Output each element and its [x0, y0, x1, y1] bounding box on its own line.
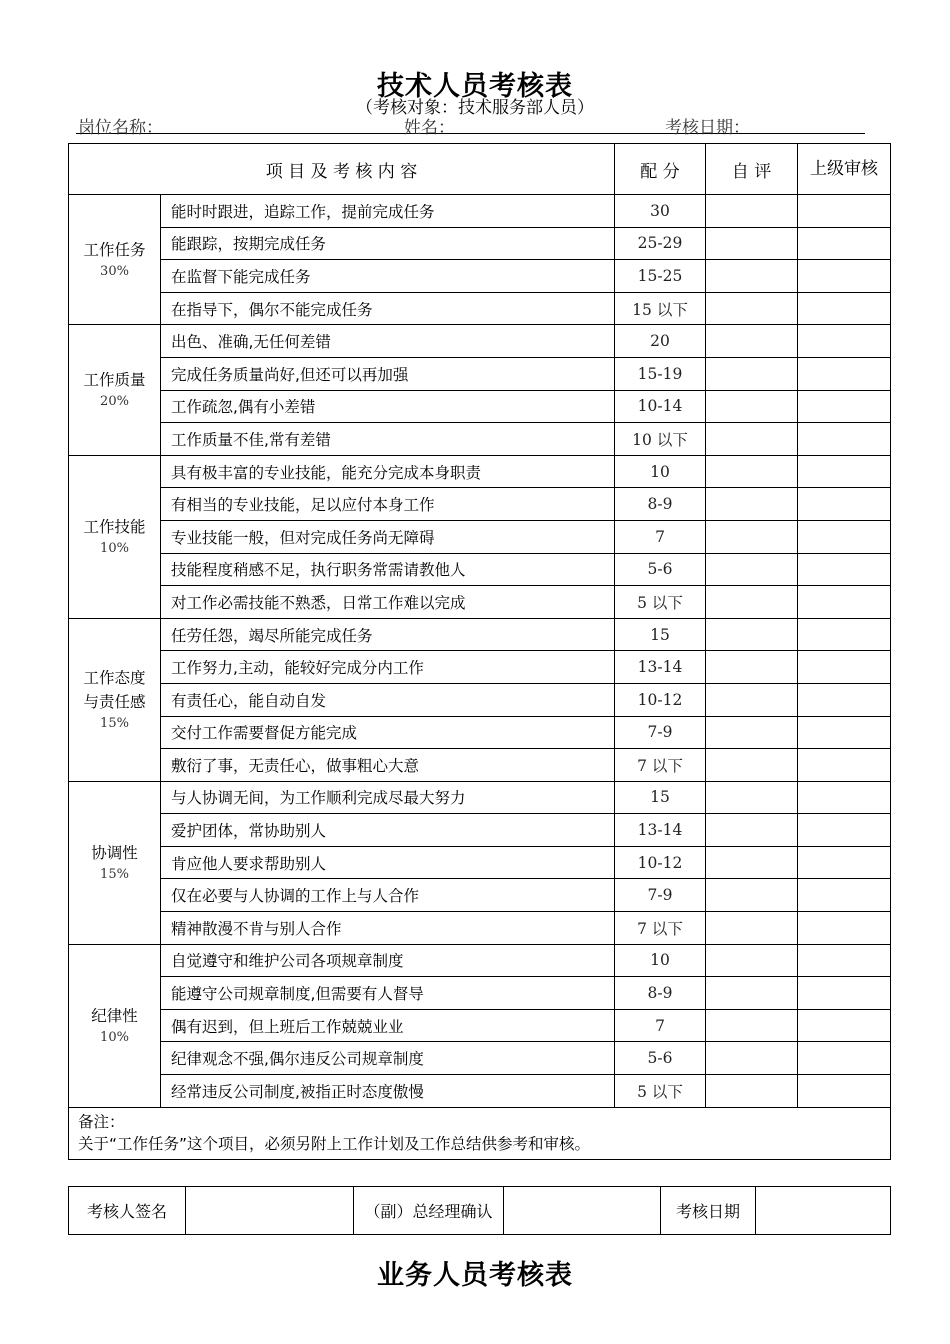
criterion-score: 10 以下: [615, 423, 706, 456]
superior-review-cell[interactable]: [798, 618, 891, 651]
table-row: [69, 423, 891, 456]
criterion-score: 15: [615, 781, 706, 814]
self-eval-cell[interactable]: [706, 912, 798, 945]
assessment-table: [68, 143, 891, 1160]
criterion-text: 自觉遵守和维护公司各项规章制度: [161, 944, 615, 977]
criterion-score: 7 以下: [615, 749, 706, 782]
superior-review-cell[interactable]: [798, 912, 891, 945]
table-row: [69, 195, 891, 228]
self-eval-cell[interactable]: [706, 944, 798, 977]
criterion-text: 工作质量不佳,常有差错: [161, 423, 615, 456]
self-eval-cell[interactable]: [706, 618, 798, 651]
criterion-text: 仅在必要与人协调的工作上与人合作: [161, 879, 615, 912]
self-eval-cell[interactable]: [706, 1042, 798, 1075]
criterion-text: 有责任心，能自动自发: [161, 683, 615, 716]
category-weight: 15%: [100, 715, 129, 731]
self-eval-cell[interactable]: [706, 520, 798, 553]
superior-review-cell[interactable]: [798, 586, 891, 619]
table-header-row: [69, 144, 891, 195]
info-line: [76, 113, 865, 138]
table-row: [69, 716, 891, 749]
superior-review-cell[interactable]: [798, 390, 891, 423]
superior-review-cell[interactable]: [798, 1042, 891, 1075]
criterion-text: 与人协调无间，为工作顺利完成尽最大努力: [161, 781, 615, 814]
criterion-text: 任劳任怨，竭尽所能完成任务: [161, 618, 615, 651]
self-eval-cell[interactable]: [706, 814, 798, 847]
category-cell: [69, 325, 161, 455]
criterion-text: 精神散漫不肯与别人合作: [161, 912, 615, 945]
self-eval-cell[interactable]: [706, 357, 798, 390]
table-row: [69, 455, 891, 488]
superior-review-cell[interactable]: [798, 846, 891, 879]
self-eval-cell[interactable]: [706, 227, 798, 260]
remarks-label: 备注：: [78, 1112, 125, 1131]
assessment-table-body: [69, 144, 891, 1160]
criterion-score: 5 以下: [615, 586, 706, 619]
self-eval-cell[interactable]: [706, 553, 798, 586]
criterion-text: 能时时跟进，追踪工作，提前完成任务: [161, 195, 615, 228]
next-form-title: 业务人员考核表: [377, 1260, 573, 1291]
criterion-score: 7 以下: [615, 912, 706, 945]
table-row: [69, 357, 891, 390]
criterion-text: 对工作必需技能不熟悉，日常工作难以完成: [161, 586, 615, 619]
superior-review-cell[interactable]: [798, 781, 891, 814]
criterion-score: 15-25: [615, 260, 706, 293]
superior-review-cell[interactable]: [798, 716, 891, 749]
category-cell: [69, 195, 161, 325]
table-row: [69, 488, 891, 521]
gm-confirm-label: （副）总经理确认: [354, 1187, 504, 1235]
signature-row: [69, 1187, 891, 1235]
self-eval-cell[interactable]: [706, 1009, 798, 1042]
remarks-row: [69, 1107, 891, 1159]
self-eval-cell[interactable]: [706, 390, 798, 423]
criterion-text: 交付工作需要督促方能完成: [161, 716, 615, 749]
assessment-date-field[interactable]: [756, 1187, 891, 1235]
superior-review-cell[interactable]: [798, 1075, 891, 1108]
category-cell: [69, 455, 161, 618]
self-eval-cell[interactable]: [706, 292, 798, 325]
criterion-text: 出色、准确,无任何差错: [161, 325, 615, 358]
criterion-text: 工作疏忽,偶有小差错: [161, 390, 615, 423]
table-row: [69, 944, 891, 977]
category-weight: 10%: [100, 540, 129, 556]
remarks-text: 关于“工作任务”这个项目，必须另附上工作计划及工作总结供参考和审核。: [78, 1135, 591, 1154]
criterion-text: 专业技能一般，但对完成任务尚无障碍: [161, 520, 615, 553]
criterion-score: 13-14: [615, 814, 706, 847]
category-cell: [69, 618, 161, 781]
superior-review-cell[interactable]: [798, 195, 891, 228]
criterion-text: 经常违反公司制度,被指正时态度傲慢: [161, 1075, 615, 1108]
self-eval-cell[interactable]: [706, 749, 798, 782]
category-cell: [69, 944, 161, 1107]
self-eval-cell[interactable]: [706, 325, 798, 358]
self-eval-cell[interactable]: [706, 455, 798, 488]
criterion-score: 5-6: [615, 1042, 706, 1075]
category-name: 工作任务: [83, 240, 146, 259]
criterion-score: 5-6: [615, 553, 706, 586]
criterion-score: 15-19: [615, 357, 706, 390]
table-row: [69, 1009, 891, 1042]
assessor-signature-label: 考核人签名: [69, 1187, 186, 1235]
criterion-score: 10-14: [615, 390, 706, 423]
criterion-score: 7: [615, 520, 706, 553]
category-name: 纪律性: [91, 1006, 138, 1025]
category-weight: 15%: [100, 866, 129, 882]
criterion-score: 5 以下: [615, 1075, 706, 1108]
criterion-score: 8-9: [615, 977, 706, 1010]
table-row: [69, 260, 891, 293]
table-row: [69, 781, 891, 814]
category-name: 工作质量: [83, 370, 146, 389]
superior-review-cell[interactable]: [798, 260, 891, 293]
table-row: [69, 749, 891, 782]
category-weight: 30%: [100, 263, 129, 279]
category-name: 工作技能: [83, 517, 146, 536]
criterion-text: 有相当的专业技能，足以应付本身工作: [161, 488, 615, 521]
self-eval-cell[interactable]: [706, 716, 798, 749]
post-label: 岗位名称：: [78, 118, 163, 138]
criterion-score: 30: [615, 195, 706, 228]
self-eval-cell[interactable]: [706, 879, 798, 912]
table-row: [69, 683, 891, 716]
table-row: [69, 1075, 891, 1108]
superior-review-cell[interactable]: [798, 683, 891, 716]
header-superior: 上级审核: [798, 144, 891, 195]
criterion-score: 8-9: [615, 488, 706, 521]
table-row: [69, 553, 891, 586]
category-name: 与责任感: [83, 692, 146, 711]
table-row: [69, 227, 891, 260]
criterion-text: 偶有迟到，但上班后工作兢兢业业: [161, 1009, 615, 1042]
self-eval-cell[interactable]: [706, 195, 798, 228]
criterion-text: 能遵守公司规章制度,但需要有人督导: [161, 977, 615, 1010]
category-weight: 10%: [100, 1029, 129, 1045]
criterion-score: 10: [615, 944, 706, 977]
criterion-text: 敷衍了事，无责任心，做事粗心大意: [161, 749, 615, 782]
superior-review-cell[interactable]: [798, 357, 891, 390]
superior-review-cell[interactable]: [798, 292, 891, 325]
table-row: [69, 292, 891, 325]
criterion-text: 能跟踪，按期完成任务: [161, 227, 615, 260]
header-item: 项 目 及 考 核 内 容: [69, 144, 615, 195]
category-cell: [69, 781, 161, 944]
table-row: [69, 1042, 891, 1075]
criterion-score: 7-9: [615, 879, 706, 912]
superior-review-cell[interactable]: [798, 651, 891, 684]
name-label: 姓名：: [404, 118, 455, 138]
criterion-score: 10-12: [615, 683, 706, 716]
criterion-text: 在指导下，偶尔不能完成任务: [161, 292, 615, 325]
criterion-score: 7: [615, 1009, 706, 1042]
criterion-score: 25-29: [615, 227, 706, 260]
criterion-score: 15 以下: [615, 292, 706, 325]
gm-confirm-field[interactable]: [504, 1187, 661, 1235]
criterion-text: 技能程度稍感不足，执行职务常需请教他人: [161, 553, 615, 586]
assessment-date-label: 考核日期: [661, 1187, 756, 1235]
form-subtitle: （考核对象：技术服务部人员）: [356, 98, 594, 118]
table-row: [69, 977, 891, 1010]
criterion-text: 爱护团体，常协助别人: [161, 814, 615, 847]
table-row: [69, 879, 891, 912]
self-eval-cell[interactable]: [706, 1075, 798, 1108]
superior-review-cell[interactable]: [798, 488, 891, 521]
self-eval-cell[interactable]: [706, 651, 798, 684]
category-name: 协调性: [91, 843, 138, 862]
superior-review-cell[interactable]: [798, 814, 891, 847]
table-row: [69, 325, 891, 358]
self-eval-cell[interactable]: [706, 260, 798, 293]
table-row: [69, 846, 891, 879]
table-row: [69, 912, 891, 945]
superior-review-cell[interactable]: [798, 1009, 891, 1042]
table-row: [69, 520, 891, 553]
criterion-score: 7-9: [615, 716, 706, 749]
self-eval-cell[interactable]: [706, 423, 798, 456]
table-row: [69, 390, 891, 423]
table-row: [69, 618, 891, 651]
self-eval-cell[interactable]: [706, 488, 798, 521]
self-eval-cell[interactable]: [706, 977, 798, 1010]
superior-review-cell[interactable]: [798, 227, 891, 260]
criterion-text: 在监督下能完成任务: [161, 260, 615, 293]
superior-review-cell[interactable]: [798, 520, 891, 553]
category-name: 工作态度: [83, 668, 146, 687]
table-row: [69, 651, 891, 684]
assessor-signature-field[interactable]: [186, 1187, 354, 1235]
criterion-score: 10-12: [615, 846, 706, 879]
header-score: 配 分: [615, 144, 706, 195]
criterion-score: 10: [615, 455, 706, 488]
superior-review-cell[interactable]: [798, 879, 891, 912]
superior-review-cell[interactable]: [798, 423, 891, 456]
criterion-text: 肯应他人要求帮助别人: [161, 846, 615, 879]
superior-review-cell[interactable]: [798, 977, 891, 1010]
self-eval-cell[interactable]: [706, 846, 798, 879]
self-eval-cell[interactable]: [706, 683, 798, 716]
criterion-text: 具有极丰富的专业技能，能充分完成本身职责: [161, 455, 615, 488]
superior-review-cell[interactable]: [798, 325, 891, 358]
table-row: [69, 586, 891, 619]
superior-review-cell[interactable]: [798, 749, 891, 782]
header-self: 自 评: [706, 144, 798, 195]
form-title: 技术人员考核表: [377, 71, 573, 102]
criterion-text: 纪律观念不强,偶尔违反公司规章制度: [161, 1042, 615, 1075]
category-weight: 20%: [100, 394, 129, 409]
criterion-score: 13-14: [615, 651, 706, 684]
criterion-text: 工作努力,主动，能较好完成分内工作: [161, 651, 615, 684]
superior-review-cell[interactable]: [798, 553, 891, 586]
superior-review-cell[interactable]: [798, 944, 891, 977]
signature-table: [68, 1186, 891, 1235]
self-eval-cell[interactable]: [706, 781, 798, 814]
criterion-score: 15: [615, 618, 706, 651]
superior-review-cell[interactable]: [798, 455, 891, 488]
criterion-score: 20: [615, 325, 706, 358]
self-eval-cell[interactable]: [706, 586, 798, 619]
criterion-text: 完成任务质量尚好,但还可以再加强: [161, 357, 615, 390]
table-row: [69, 814, 891, 847]
date-label: 考核日期：: [665, 118, 750, 138]
remarks-cell: [69, 1107, 891, 1159]
